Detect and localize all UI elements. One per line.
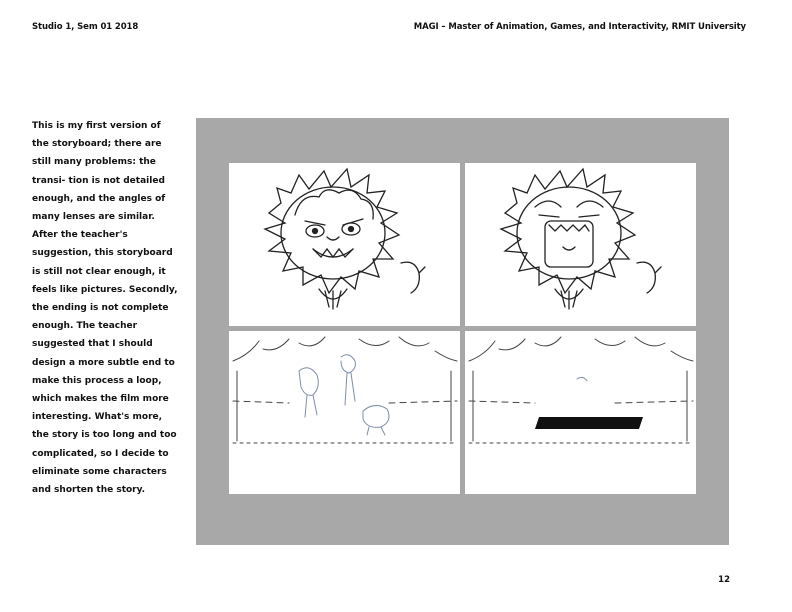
- storyboard-panel-4: [465, 331, 696, 494]
- stage-figures-sketch: [229, 331, 460, 494]
- storyboard-frame: [196, 118, 729, 545]
- header-program: MAGI – Master of Animation, Games, and Interactivity, RMIT University: [413, 22, 746, 32]
- body-paragraph: This is my first version of the storyboard; there are still many problems: the transi- tion is not detailed enough, and the angles of many lenses are similar. After the teacher's suggestion, this storyboard is still not clear enough, it feels like pictures. Secondly, the ending is not complete enough. The teacher suggested that I should design a more subtle end to make this process a loop, which makes the film more interesting. What's more, the story is too long and too complicated, so I decide to eliminate some characters and shorten the story.: [32, 121, 178, 496]
- stage-platform-sketch: [465, 331, 696, 494]
- lion-open-mouth-sketch: [465, 163, 696, 326]
- page-number: 12: [718, 575, 730, 585]
- storyboard-panel-1: [229, 163, 460, 326]
- storyboard-panel-3: [229, 331, 460, 494]
- header-course: Studio 1, Sem 01 2018: [32, 22, 139, 32]
- lion-angry-sketch: [229, 163, 460, 326]
- storyboard-panel-2: [465, 163, 696, 326]
